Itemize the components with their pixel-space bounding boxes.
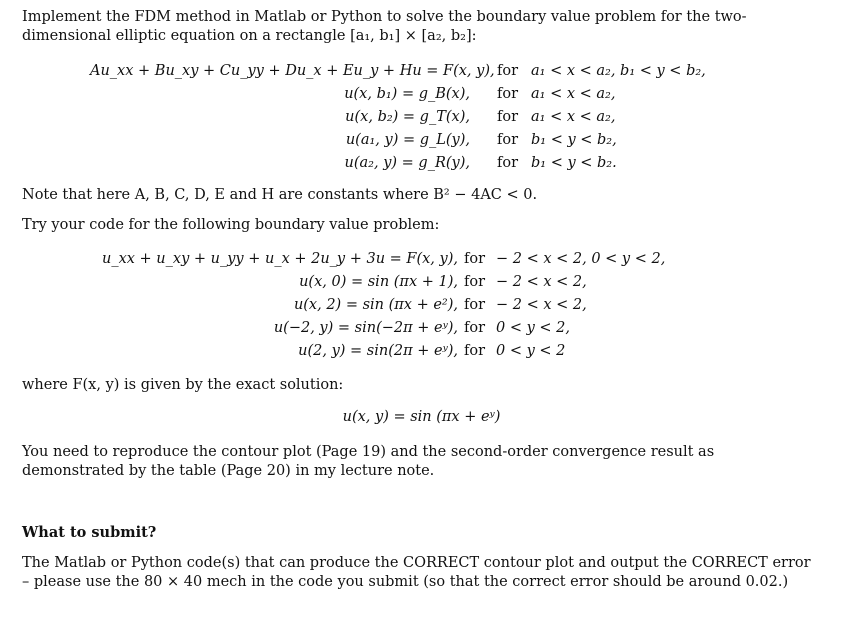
equation-for: for xyxy=(497,132,519,148)
equation-for: for xyxy=(464,251,486,267)
equation-for: for xyxy=(464,343,486,359)
equation-for: for xyxy=(464,297,486,313)
try-paragraph: Try your code for the following boundary value problem: xyxy=(22,217,440,233)
equation-row xyxy=(0,60,843,82)
equation-for: for xyxy=(497,86,519,102)
equation-lhs: u(a₂, y) = g_R(y), xyxy=(344,155,470,171)
intro-paragraph: Implement the FDM method in Matlab or Python to solve the boundary value problem for the two-dimensional elliptic equation on a rectangle [a₁, b₁] × [a₂, b₂]: xyxy=(22,9,747,44)
equation-condition: 0 < y < 2 xyxy=(496,343,566,359)
equation-lhs: u(x, b₁) = g_B(x), xyxy=(344,86,470,102)
equation-row xyxy=(0,152,843,174)
equation-condition: b₁ < y < b₂. xyxy=(531,155,617,171)
equation-lhs: u(x, 2) = sin (πx + e²), xyxy=(293,297,458,313)
equation-lhs: u_xx + u_xy + u_yy + u_x + 2u_y + 3u = F(x, y), xyxy=(102,251,458,267)
equation-for: for xyxy=(497,155,519,171)
equation-lhs: Au_xx + Bu_xy + Cu_yy + Du_x + Eu_y + Hu = F(x, y), xyxy=(90,63,495,79)
submit-heading: What to submit? xyxy=(22,524,157,541)
equation-row xyxy=(0,248,843,270)
equation-condition: a₁ < x < a₂, b₁ < y < b₂, xyxy=(531,63,706,79)
equation-lhs: u(x, b₂) = g_T(x), xyxy=(345,109,470,125)
equation-row xyxy=(0,83,843,105)
equation-for: for xyxy=(497,109,519,125)
equation-for: for xyxy=(464,274,486,290)
equation-row xyxy=(0,106,843,128)
exact-solution-equation: u(x, y) = sin (πx + eʸ) xyxy=(342,409,501,425)
equation-condition: a₁ < x < a₂, xyxy=(531,109,616,125)
equation-for: for xyxy=(497,63,519,79)
equation-lhs: u(2, y) = sin(2π + eʸ), xyxy=(298,343,458,359)
submit-paragraph: The Matlab or Python code(s) that can produce the CORRECT contour plot and output the CORRECT error – please use the 80 × 40 mech in the code you submit (so that the correct error should be around 0.02.) xyxy=(22,555,811,590)
equation-condition: a₁ < x < a₂, xyxy=(531,86,616,102)
equation-lhs: u(a₁, y) = g_L(y), xyxy=(345,132,470,148)
equation-lhs: u(x, 0) = sin (πx + 1), xyxy=(299,274,458,290)
where-paragraph: where F(x, y) is given by the exact solution: xyxy=(22,377,344,393)
equation-condition: b₁ < y < b₂, xyxy=(531,132,617,148)
equation-for: for xyxy=(464,320,486,336)
equation-condition: − 2 < x < 2, xyxy=(496,297,587,313)
reproduce-paragraph: You need to reproduce the contour plot (Page 19) and the second-order convergence result as demonstrated by the table (Page 20) in my lecture note. xyxy=(22,444,715,479)
equation-condition: − 2 < x < 2, xyxy=(496,274,587,290)
equation-lhs: u(−2, y) = sin(−2π + eʸ), xyxy=(273,320,458,336)
equation-condition: − 2 < x < 2, 0 < y < 2, xyxy=(496,251,666,267)
equation-condition: 0 < y < 2, xyxy=(496,320,570,336)
equation-row xyxy=(0,129,843,151)
equation-row xyxy=(0,317,843,339)
note-paragraph: Note that here A, B, C, D, E and H are constants where B² − 4AC < 0. xyxy=(22,187,538,203)
equation-row xyxy=(0,340,843,362)
equation-row xyxy=(0,271,843,293)
equation-row xyxy=(0,294,843,316)
